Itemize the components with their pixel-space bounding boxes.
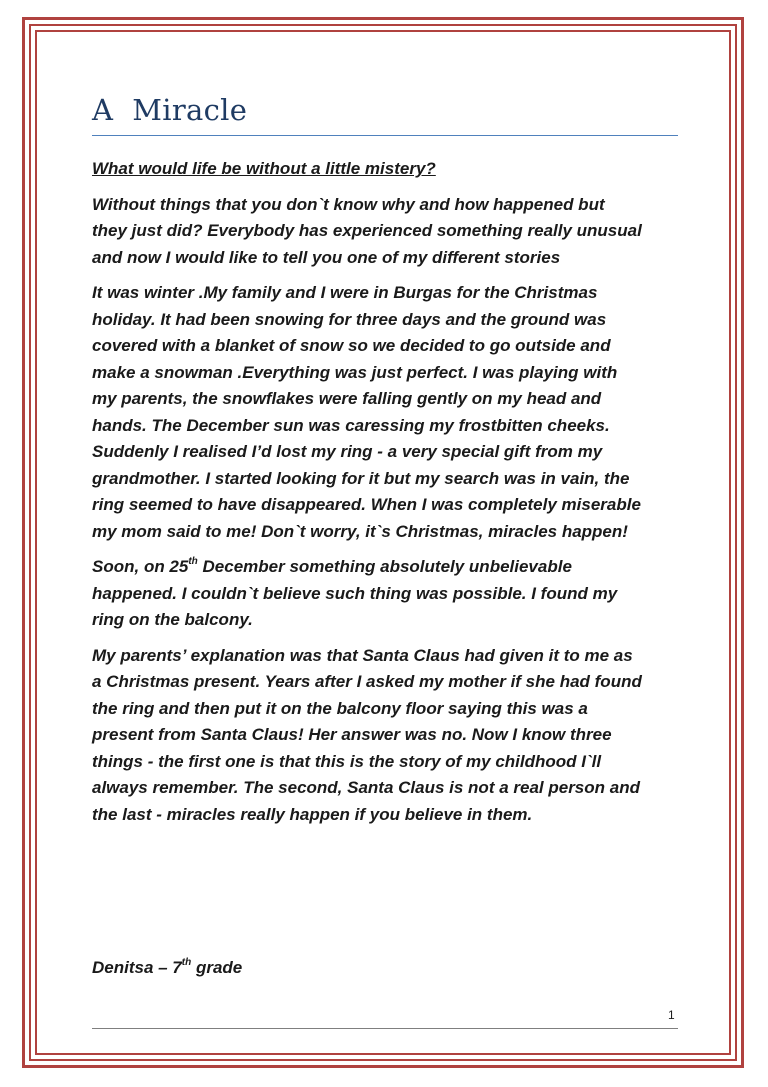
text-run: Denitsa – 7 [92, 958, 182, 977]
text-line: holiday. It had been snowing for three days and the ground was [92, 309, 607, 329]
text-line [92, 554, 692, 581]
text-line: ring seemed to have disappeared. When I was completely miserable [92, 495, 641, 514]
text-line: grandmother. I started looking for it but my search was in vain, the [92, 468, 630, 488]
text-line: Suddenly I realised I’d lost my ring - a very special gift from my [92, 442, 603, 461]
text-line: my parents, the snowflakes were falling gently on my head and [92, 389, 602, 408]
text-line: my mom said to me! Don`t worry, it`s Christmas, miracles happen! [92, 521, 628, 541]
text-line: happened. I couldn`t believe such thing was possible. I found my [92, 583, 618, 603]
text-line: Without things that you don`t know why and how happened but [92, 194, 605, 214]
text-line: the ring and then put it on the balcony floor saying this was a [92, 698, 588, 718]
paragraph-found-ring [92, 554, 692, 634]
text-line: hands. The December sun was caressing my frostbitten cheeks. [92, 415, 610, 435]
text-run: grade [191, 958, 243, 977]
ordinal-suffix: th [188, 556, 198, 567]
text-line: always remember. The second, Santa Claus is not a real person and [92, 778, 640, 797]
story-body [92, 156, 692, 837]
paragraph-intro [92, 192, 692, 272]
text-line: a Christmas present. Years after I asked my mother if she had found [92, 672, 642, 691]
page-number: 1 [668, 1008, 675, 1022]
ordinal-suffix: th [181, 957, 192, 968]
title-underline-rule [92, 135, 678, 136]
author-signature [92, 958, 242, 978]
text-line: they just did? Everybody has experienced something really unusual [92, 221, 642, 240]
document-title: A Miracle [92, 93, 248, 127]
story-subtitle: What would life be without a little mistery? [92, 159, 436, 178]
text-line: make a snowman .Everything was just perfect. I was playing with [92, 362, 618, 382]
text-line: It was winter .My family and I were in Burgas for the Christmas [92, 283, 598, 302]
footer-rule [92, 1028, 678, 1029]
text-run: Soon, on 25 [92, 557, 189, 576]
text-line: present from Santa Claus! Her answer was no. Now I know three [92, 725, 612, 744]
text-line: the last - miracles really happen if you believe in them. [92, 804, 533, 824]
text-run: December something absolutely unbelievable [197, 557, 572, 576]
text-line: covered with a blanket of snow so we decided to go outside and [92, 336, 611, 355]
text-line: and now I would like to tell you one of my different stories [92, 247, 561, 267]
paragraph-explanation [92, 643, 692, 829]
text-line: things - the first one is that this is the story of my childhood I`ll [92, 751, 602, 771]
text-line: My parents’ explanation was that Santa Claus had given it to me as [92, 645, 633, 665]
paragraph-winter [92, 280, 692, 545]
text-line: ring on the balcony. [92, 610, 253, 629]
